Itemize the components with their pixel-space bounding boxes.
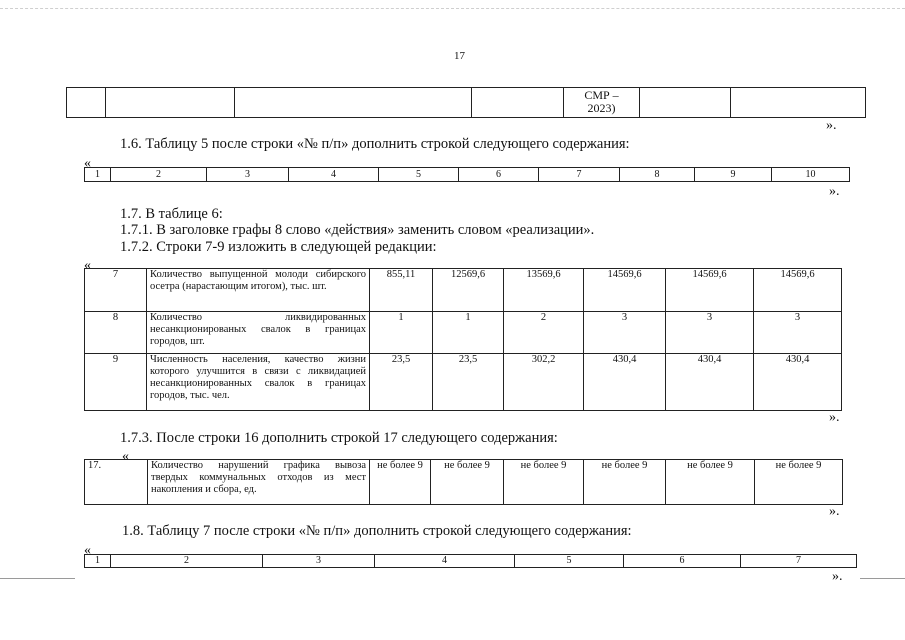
table-cell-smr: [564, 88, 640, 118]
column-number: 4: [375, 555, 515, 568]
column-number: 4: [289, 168, 379, 182]
closing-quote: ».: [826, 118, 837, 133]
value-cell: 1: [370, 312, 433, 354]
table-row: [85, 354, 842, 411]
table-cell: [106, 88, 235, 118]
section-1-7-1: 1.7.1. В заголовке графы 8 слово «действия» заменить словом «реализации».: [120, 222, 595, 238]
value-cell: не более 9: [370, 460, 431, 505]
value-cell: не более 9: [584, 460, 666, 505]
closing-quote: ».: [832, 569, 843, 584]
value-cell: не более 9: [431, 460, 504, 505]
column-number: 6: [624, 555, 741, 568]
scan-edge-bottom-right: [860, 578, 905, 579]
value-cell: 430,4: [666, 354, 754, 411]
row-name: Количество ликвидированных несанкционированых свалок в границах городов, шт.: [147, 312, 370, 354]
value-cell: 855,11: [370, 269, 433, 312]
table-row: [85, 312, 842, 354]
value-cell: 302,2: [504, 354, 584, 411]
value-cell: 1: [433, 312, 504, 354]
value-cell: 12569,6: [433, 269, 504, 312]
table-row: [85, 460, 843, 505]
column-number: 5: [379, 168, 459, 182]
opening-quote: «: [122, 449, 129, 464]
row17-table: [84, 459, 843, 505]
scan-edge-bottom-left: [0, 578, 75, 579]
column-number: 7: [539, 168, 620, 182]
table6-rows: [84, 268, 842, 411]
row-number: 9: [85, 354, 147, 411]
section-1-6: 1.6. Таблицу 5 после строки «№ п/п» дополнить строкой следующего содержания:: [120, 136, 630, 152]
table-cell: [640, 88, 731, 118]
opening-quote: «: [84, 258, 91, 273]
value-cell: не более 9: [666, 460, 755, 505]
page-number: 17: [454, 50, 465, 62]
column-number: 7: [741, 555, 857, 568]
value-cell: 23,5: [433, 354, 504, 411]
column-number: 3: [207, 168, 289, 182]
column-number: 8: [620, 168, 695, 182]
table-cell: [731, 88, 866, 118]
column-number: 5: [515, 555, 624, 568]
value-cell: не более 9: [504, 460, 584, 505]
value-cell: 430,4: [754, 354, 842, 411]
closing-quote: ».: [829, 184, 840, 199]
table7-number-row: [84, 554, 857, 568]
cell-text-line: 2023): [587, 101, 616, 115]
section-1-7: 1.7. В таблице 6:: [120, 206, 223, 222]
value-cell: 23,5: [370, 354, 433, 411]
closing-quote: ».: [829, 410, 840, 425]
value-cell: 14569,6: [666, 269, 754, 312]
closing-quote: ».: [829, 504, 840, 519]
row-number: 8: [85, 312, 147, 354]
row-name: Количество выпущенной молоди сибирского осетра (нарастающим итогом), тыс. шт.: [147, 269, 370, 312]
section-1-7-2: 1.7.2. Строки 7-9 изложить в следующей редакции:: [120, 239, 437, 255]
column-number: 1: [85, 555, 111, 568]
value-cell: не более 9: [755, 460, 843, 505]
table-row: [85, 269, 842, 312]
row-name: Количество нарушений графика вывоза твердых коммунальных отходов из мест накопления и сбора, ед.: [148, 460, 370, 505]
cell-text-line: СМР –: [584, 88, 619, 102]
column-number: 3: [263, 555, 375, 568]
row-name: Численность населения, качество жизни которого улучшится в связи с ликвидацией несанкционированных свалок в границах городов, тыс. чел.: [147, 354, 370, 411]
section-1-8: 1.8. Таблицу 7 после строки «№ п/п» дополнить строкой следующего содержания:: [122, 523, 632, 539]
table-cell: [67, 88, 106, 118]
column-number: 9: [695, 168, 772, 182]
column-number: 1: [85, 168, 111, 182]
column-number: 2: [111, 168, 207, 182]
value-cell: 3: [584, 312, 666, 354]
column-number: 2: [111, 555, 263, 568]
value-cell: 13569,6: [504, 269, 584, 312]
row-number: 17.: [85, 460, 148, 505]
value-cell: 14569,6: [584, 269, 666, 312]
value-cell: 2: [504, 312, 584, 354]
continuation-table: [66, 87, 866, 118]
value-cell: 3: [666, 312, 754, 354]
scan-edge-top: [0, 8, 905, 9]
opening-quote: «: [84, 543, 91, 558]
section-1-7-3: 1.7.3. После строки 16 дополнить строкой 17 следующего содержания:: [120, 430, 558, 446]
table5-number-row: [84, 167, 850, 182]
opening-quote: «: [84, 156, 91, 171]
column-number: 10: [772, 168, 850, 182]
value-cell: 430,4: [584, 354, 666, 411]
value-cell: 3: [754, 312, 842, 354]
table-cell: [235, 88, 472, 118]
column-number: 6: [459, 168, 539, 182]
row-number: 7: [85, 269, 147, 312]
value-cell: 14569,6: [754, 269, 842, 312]
table-cell: [472, 88, 564, 118]
